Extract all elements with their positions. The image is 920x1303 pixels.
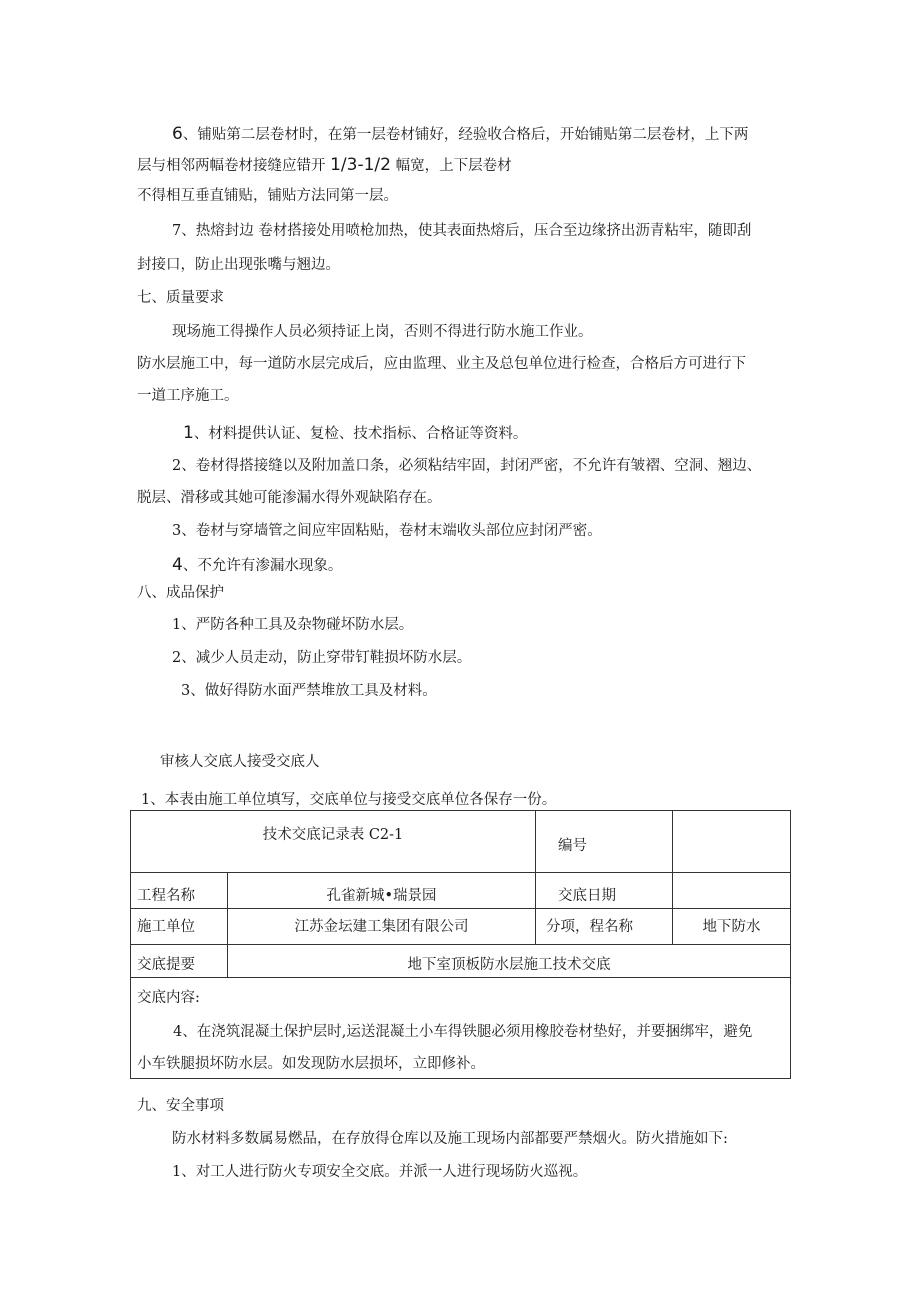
subitem-label: 分项，程名称 (536, 909, 673, 945)
content-label: 交底内容: (137, 990, 200, 1006)
protection-item-1: 1、严防各种工具及杂物碰坏防水层。 (172, 617, 414, 633)
subitem-value: 地下防水 (673, 909, 791, 945)
technical-disclosure-table (130, 810, 791, 1079)
para-6-line-1: 6、铺贴第二层卷材时，在第一层卷材铺好，经验收合格后，开始铺贴第二层卷材，上下两 (172, 124, 749, 144)
protection-item-3: 3、做好得防水面严禁堆放工具及材料。 (181, 683, 437, 699)
protection-item-2: 2、减少人员走动，防止穿带钉鞋损坏防水层。 (172, 650, 472, 666)
unit-label: 施工单位 (131, 909, 228, 945)
content-line-1: 4、在浇筑混凝土保护层时,运送混凝土小车得铁腿必须用橡胶卷材垫好，并要捆绑牢，避免 (173, 1024, 753, 1040)
quality-intro-2-line-1: 防水层施工中，每一道防水层完成后，应由监理、业主及总包单位进行检查，合格后方可进行下 (137, 356, 746, 372)
quality-intro-1: 现场施工得操作人员必须持证上岗，否则不得进行防水施工作业。 (172, 324, 593, 340)
para-7-line-2: 封接口，防止出现张嘴与翘边。 (137, 257, 340, 273)
project-value: 孔雀新城•瑞景园 (228, 873, 536, 909)
project-label: 工程名称 (131, 873, 228, 909)
date-label: 交底日期 (536, 873, 673, 909)
date-value (673, 873, 791, 909)
safety-item-1: 1、对工人进行防火专项安全交底。并派一人进行现场防火巡视。 (172, 1164, 588, 1180)
unit-value: 江苏金坛建工集团有限公司 (228, 909, 536, 945)
signature-line: 审核人交底人接受交底人 (160, 754, 320, 770)
safety-intro: 防水材料多数属易燃品，在存放得仓库以及施工现场内部都要严禁烟火。防火措施如下: (172, 1131, 728, 1147)
content-line-2: 小车铁腿损坏防水层。如发现防水层损坏，立即修补。 (137, 1056, 485, 1072)
summary-value: 地下室顶板防水层施工技术交底 (228, 945, 791, 978)
para-7-line-1: 7、热熔封边 卷材搭接处用喷枪加热，使其表面热熔后，压合至边缘挤出沥青粘牢，随即刮 (172, 223, 752, 239)
quality-intro-2-line-2: 一道工序施工。 (137, 388, 239, 404)
number-label: 编号 (536, 811, 673, 873)
quality-item-2-line-2: 脱层、滑移或其她可能渗漏水得外观缺陷存在。 (137, 490, 442, 506)
para-6-line-2: 层与相邻两幅卷材接缝应错开 1/3-1/2 幅宽，上下层卷材 (137, 155, 512, 175)
heading-safety: 九、安全事项 (137, 1098, 224, 1114)
summary-label: 交底提要 (131, 945, 228, 978)
table-note: 1、本表由施工单位填写，交底单位与接受交底单位各保存一份。 (141, 792, 557, 808)
number-value (673, 811, 791, 873)
heading-quality: 七、质量要求 (137, 290, 224, 306)
quality-item-2-line-1: 2、卷材得搭接缝以及附加盖口条，必须粘结牢固，封闭严密，不允许有皱褶、空洞、翘边、 (172, 458, 762, 474)
table-title: 技术交底记录表 C2-1 (131, 811, 536, 873)
quality-item-1: 1、材料提供认证、复检、技术指标、合格证等资料。 (183, 423, 528, 443)
quality-item-4: 4、不允许有渗漏水现象。 (172, 555, 343, 575)
heading-protection: 八、成品保护 (137, 585, 224, 601)
para-6-line-3: 不得相互垂直铺贴，铺贴方法同第一层。 (137, 188, 398, 204)
quality-item-3: 3、卷材与穿墙管之间应牢固粘贴，卷材末端收头部位应封闭严密。 (172, 523, 602, 539)
content-cell (131, 978, 791, 1079)
